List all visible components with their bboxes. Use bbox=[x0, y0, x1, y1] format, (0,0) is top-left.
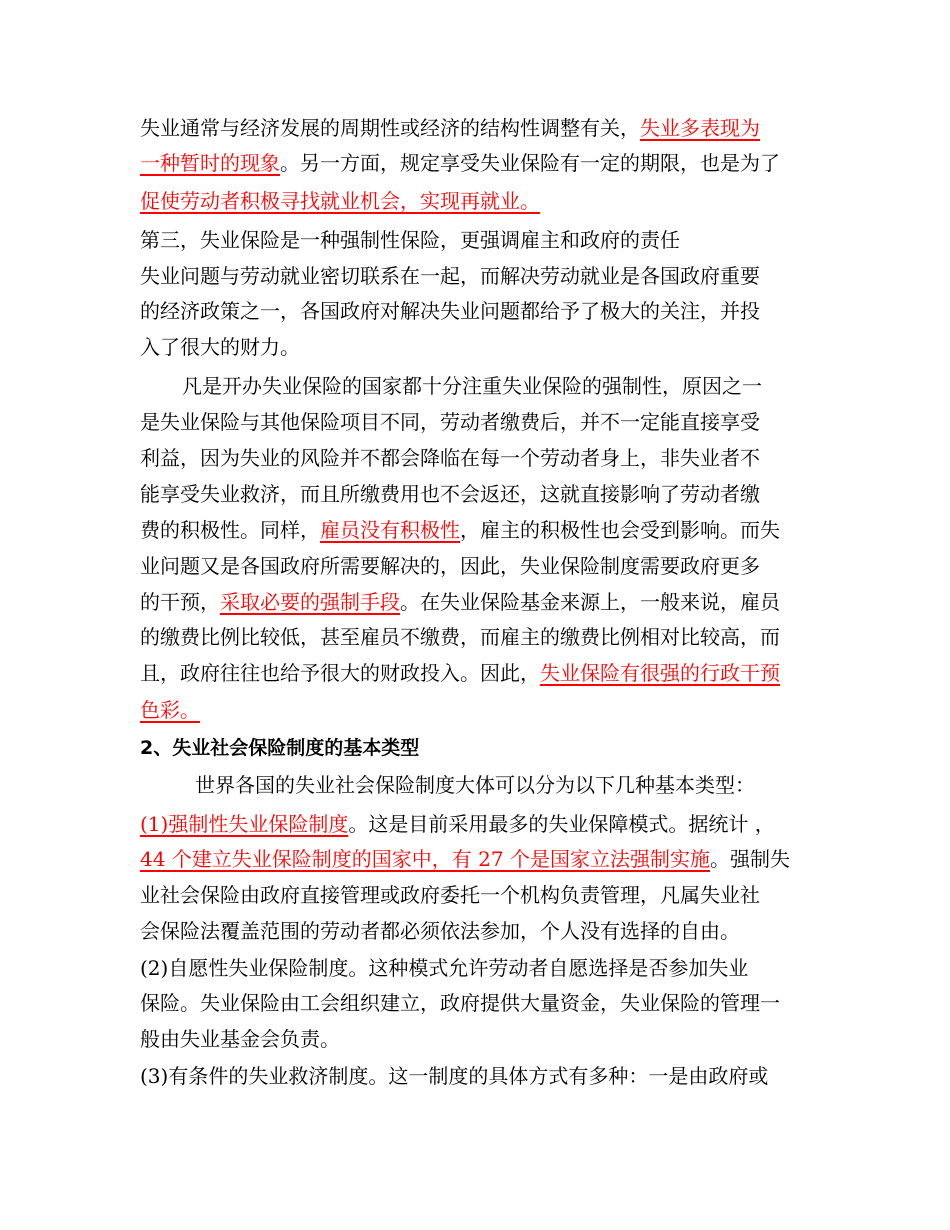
text-line bbox=[140, 954, 748, 982]
text-span: ，雇主的积极性也会受到影响。而失 bbox=[460, 518, 780, 542]
text-line bbox=[140, 588, 780, 616]
text-span: 业社会保险由政府直接管理或政府委托一个机构负责管理，凡属失业社 bbox=[140, 883, 760, 907]
text-span: 的缴费比例比较低，甚至雇员不缴费，而雇主的缴费比例相对比较高，而 bbox=[140, 625, 780, 649]
text-line bbox=[195, 771, 755, 799]
text-span: 。这是目前采用最多的失业保障模式。据统计 ， bbox=[348, 812, 775, 836]
text-line bbox=[140, 1062, 768, 1090]
text-line bbox=[140, 881, 760, 909]
text-line bbox=[140, 114, 760, 142]
text-span: 会保险法覆盖范围的劳动者都必须依法参加，个人没有选择的自由。 bbox=[140, 919, 740, 943]
text-span: 能享受失业救济，而且所缴费用也不会返还，这就直接影响了劳动者缴 bbox=[140, 482, 760, 506]
text-span: 。在失业保险基金来源上，一般来说，雇员 bbox=[400, 590, 780, 614]
text-line bbox=[140, 226, 680, 254]
highlighted-text: 采取必要的强制手段 bbox=[220, 590, 400, 614]
section-heading bbox=[140, 734, 419, 762]
text-span: 。另一方面，规定享受失业保险有一定的期限，也是为了 bbox=[280, 151, 780, 175]
text-span: 的经济政策之一，各国政府对解决失业问题都给予了极大的关注，并投 bbox=[140, 299, 760, 323]
text-line bbox=[140, 262, 760, 290]
highlighted-text: 色彩。 bbox=[140, 698, 200, 722]
highlighted-text: 雇员没有积极性 bbox=[320, 518, 460, 542]
highlighted-text: 44 个建立失业保险制度的国家中，有 27 个是国家立法强制实施 bbox=[140, 847, 710, 871]
text-span: (3)有条件的失业救济制度。这一制度的具体方式有多种：一是由政府或 bbox=[140, 1064, 769, 1088]
text-span: 利益，因为失业的风险并不都会降临在每一个劳动者身上，非失业者不 bbox=[140, 446, 760, 470]
text-line bbox=[140, 552, 760, 580]
text-span: 。强制失 bbox=[709, 847, 790, 871]
text-line bbox=[140, 516, 780, 544]
text-line bbox=[140, 917, 740, 945]
text-line bbox=[140, 149, 780, 177]
text-line bbox=[182, 372, 762, 400]
text-line bbox=[140, 623, 780, 651]
highlighted-text: 失业保险有很强的行政干预 bbox=[540, 661, 780, 685]
text-span: 失业问题与劳动就业密切联系在一起，而解决劳动就业是各国政府重要 bbox=[140, 264, 760, 288]
text-span: (2)自愿性失业保险制度。这种模式允许劳动者自愿选择是否参加失业 bbox=[140, 956, 749, 980]
text-span: 且，政府往往也给予很大的财政投入。因此， bbox=[140, 661, 540, 685]
text-line bbox=[140, 845, 790, 873]
text-line bbox=[140, 297, 760, 325]
text-span: 第三，失业保险是一种强制性保险，更强调雇主和政府的责任 bbox=[140, 228, 680, 252]
text-line bbox=[140, 989, 780, 1017]
text-span: 入了很大的财力。 bbox=[140, 335, 300, 359]
text-span: 是失业保险与其他保险项目不同，劳动者缴费后，并不一定能直接享受 bbox=[140, 410, 760, 434]
heading-text: 2、失业社会保险制度的基本类型 bbox=[140, 737, 420, 759]
text-line bbox=[140, 1025, 340, 1053]
text-span: 的干预， bbox=[140, 590, 220, 614]
text-line bbox=[140, 696, 200, 724]
text-line bbox=[140, 187, 540, 215]
text-line bbox=[140, 810, 775, 838]
text-span: 业问题又是各国政府所需要解决的，因此，失业保险制度需要政府更多 bbox=[140, 554, 760, 578]
text-line bbox=[140, 659, 780, 687]
text-span: 失业通常与经济发展的周期性或经济的结构性调整有关， bbox=[140, 116, 640, 140]
text-line bbox=[140, 333, 300, 361]
text-line bbox=[140, 480, 760, 508]
text-span: 费的积极性。同样， bbox=[140, 518, 320, 542]
text-line bbox=[140, 408, 760, 436]
text-span: 般由失业基金会负责。 bbox=[140, 1027, 340, 1051]
highlighted-text: 一种暂时的现象 bbox=[140, 151, 280, 175]
highlighted-text: 促使劳动者积极寻找就业机会，实现再就业。 bbox=[140, 189, 540, 213]
highlighted-text: (1)强制性失业保险制度 bbox=[140, 812, 349, 836]
highlighted-text: 失业多表现为 bbox=[640, 116, 760, 140]
text-span: 保险。失业保险由工会组织建立，政府提供大量资金，失业保险的管理一 bbox=[140, 991, 780, 1015]
text-span: 凡是开办失业保险的国家都十分注重失业保险的强制性，原因之一 bbox=[182, 374, 762, 398]
text-line bbox=[140, 444, 760, 472]
text-span: 世界各国的失业社会保险制度大体可以分为以下几种基本类型： bbox=[195, 773, 755, 797]
